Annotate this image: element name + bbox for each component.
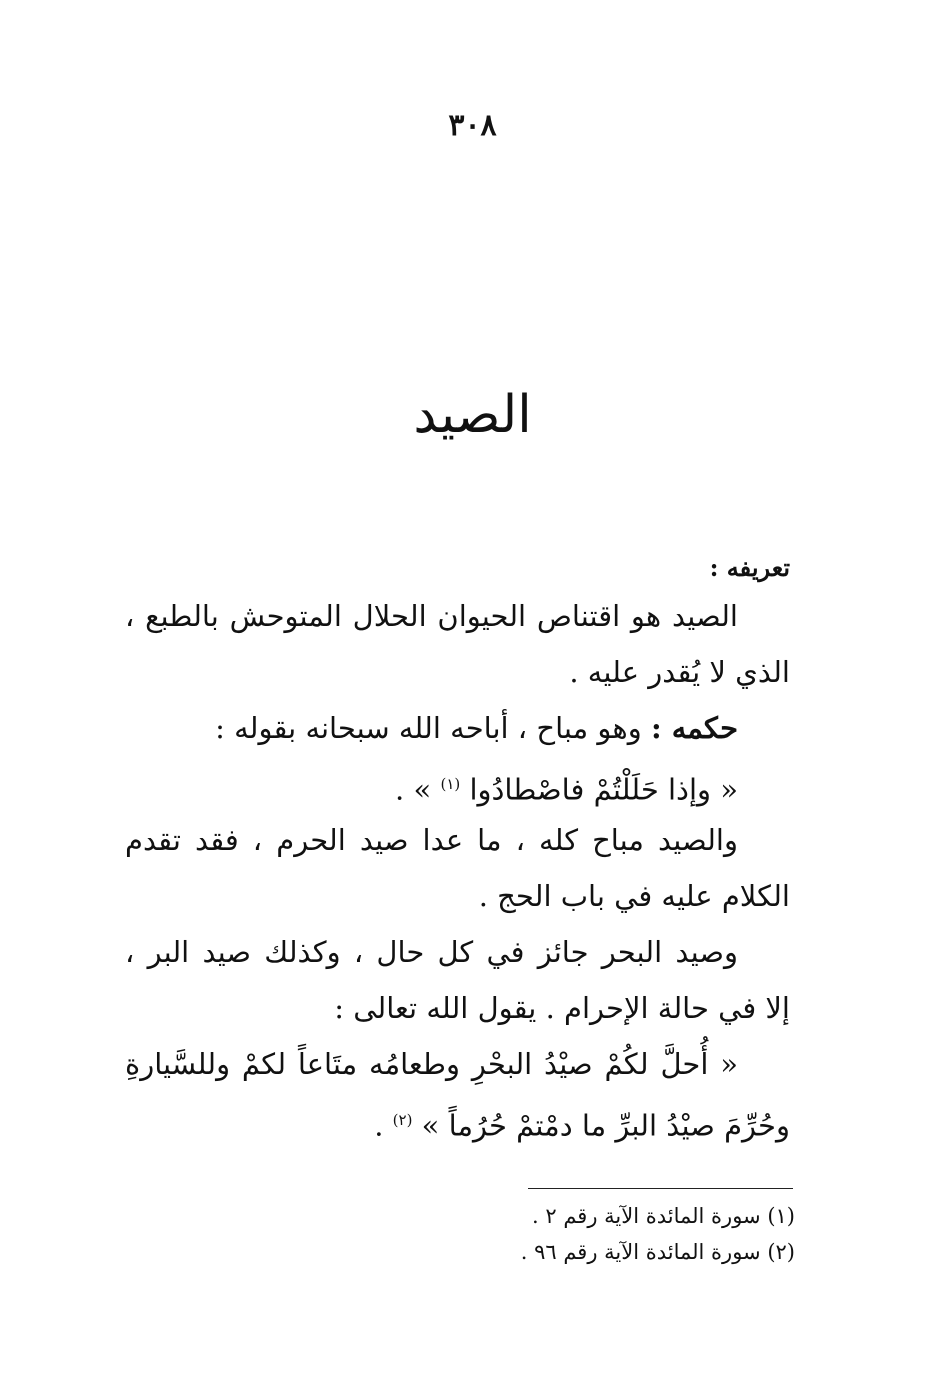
paragraph2-line-2: الكلام عليه في باب الحج . [478, 879, 790, 913]
definition-heading: تعريفه : [709, 553, 790, 582]
paragraph3-line-2: إلا في حالة الإحرام . يقول الله تعالى : [334, 991, 790, 1025]
verse-line-2-text: وحُرِّمَ صيْدُ البرِّ ما دمْتمْ حُرُماً » [421, 1108, 790, 1143]
footnote-2: (٢) سورة المائدة الآية رقم ٩٦ . [520, 1240, 795, 1264]
body-text [125, 548, 790, 1148]
ruling-line [125, 700, 790, 756]
ruling-quote-close: » . [395, 772, 432, 807]
footnote-ref-2: (٢) [392, 1111, 413, 1129]
verse-line-2 [125, 1092, 790, 1148]
footnote-1: (١) سورة المائدة الآية رقم ٢ . [532, 1204, 795, 1228]
verse-line-2-end: . [374, 1108, 384, 1143]
verse-line-1: « أُحلَّ لكُمْ صيْدُ البحْرِ وطعامُه متَاعاً لكمْ وللسَّيارةِ [125, 1047, 738, 1081]
ruling-label: حكمه : [650, 711, 738, 745]
ruling-quote-text: « وإذا حَلَلْتُمْ فاصْطادُوا [469, 772, 738, 807]
footnote-ref-1: (١) [440, 775, 461, 793]
definition-line-2: الذي لا يُقدر عليه . [569, 655, 790, 689]
paragraph2-line-1: والصيد مباح كله ، ما عدا صيد الحرم ، فقد تقدم [125, 823, 738, 857]
ruling-quote [125, 756, 790, 812]
footnote-divider [528, 1188, 793, 1189]
definition-line-1: الصيد هو اقتناص الحيوان الحلال المتوحش بالطبع ، [125, 599, 738, 633]
ruling-text: وهو مباح ، أباحه الله سبحانه بقوله : [215, 711, 642, 745]
footnotes [125, 1198, 795, 1270]
chapter-title: الصيد [413, 385, 532, 445]
page-number: ٣٠٨ [448, 108, 497, 143]
paragraph3-line-1: وصيد البحر جائز في كل حال ، وكذلك صيد البر ، [125, 935, 738, 969]
